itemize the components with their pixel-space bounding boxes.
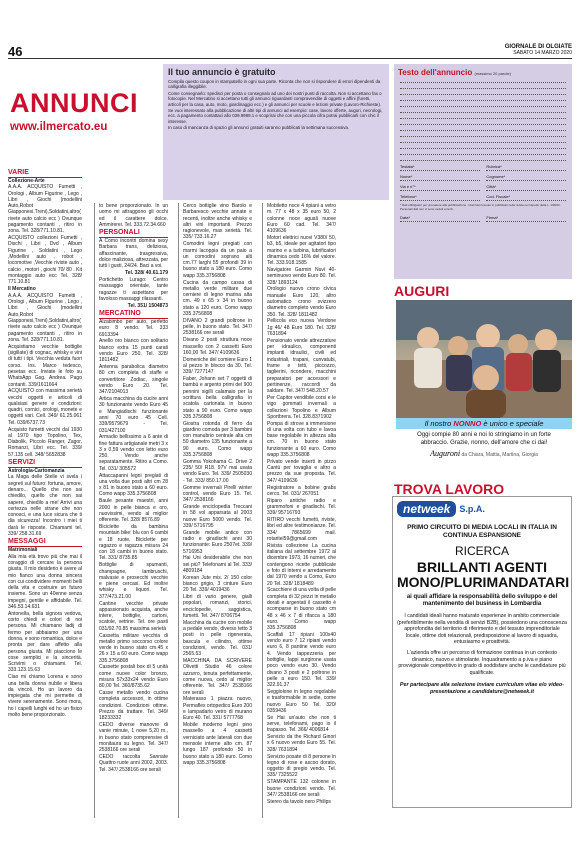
- classified-ad: Antonella, bella signora vedova, corto chiedi e colori di noi persona. Mi chiamano ladij di fermo per abbaiamo per una donna, e sono romantica, dolce e pronta per dare affetto alla persona giusta. Mi piacciono le cose semplici e la sincerità. Scrivimi o chiamami. Tel. 333.123.15.63: [8, 610, 82, 674]
- section-title: ANNUNCI: [10, 88, 138, 118]
- paper-name: GIORNALE DI OLGIATE: [504, 44, 572, 50]
- classified-ad: Il Mercatino: [8, 286, 36, 293]
- classified-ad: Giostra rotonda di ferro da giardino comoda per 3 bambini con manubrio centrale alta cm 50 diametro 135 funzionante a 90 euro. Como wapp 335.3756808: [183, 420, 252, 459]
- classified-ad: Riparo antiche radio e grammofoni e giradischi. Tel. 339/ 95716793: [267, 497, 336, 517]
- classified-ad: Baule pesante maestri, anni 2000 in pelle bianca e oro, nuovissimi, vendo al miglior offerente. Tel. 328/ 8576.89: [99, 498, 168, 524]
- field-cognome[interactable]: Cognome*: [486, 174, 566, 181]
- classified-ad: Domeniche del comiere Euro 1 al pezzo in blocco da 30. Tel. 339/ 7277147: [183, 356, 252, 376]
- classified-ad: Rivista collezione La cucina italiana dal settembre 1972 al dicembre 1973, 16 numeri, che contengono ricette pubblicate e foto di interni e arredamento dal 1970 vendo a Como, Euro 20 Tel. 328/ 1818489: [267, 542, 336, 587]
- classified-ad: Scacchiere di una volta di pelle completa di 32 pezzi in metallo dorati e argentati il cassetto è scomparse in buono stato cm 48 x 46 x 7 di rifacca a 180 euro. Como wapp 335.3756808: [267, 587, 336, 632]
- classified-ad: ACQUISTO collezioni Fumetti , Dischi , Libri , Dvd , Album Figurine , Soldatini , Lego ,Modellini auto , robot , locomotive ,Vecchie riviste auto , calcio , motori , giochi 70/ 80 . Kit montaggio auto ecc Tel. 328/ 771.10.81: [8, 235, 82, 286]
- form-row: [400, 164, 566, 171]
- job-apply[interactable]: Per partecipare alla selezione inviare curriculum vitae e/o video-presentazione a candidature@netweek.it: [399, 682, 565, 695]
- site-link[interactable]: www.ilmercato.eu: [10, 121, 108, 133]
- classified-ad: MACCHINA DA SCRIVERE Olivetti Studio 46 colore azzurro, tenuta perfettamente, come nuova, cedo al miglior offerente. Tel. 347/ 2538166 ore serali: [183, 658, 252, 696]
- classified-ad: Se Hai un'auto che non ti serve, telefonami, pago io il trapasso. Tel. 366/ 4006814: [267, 714, 336, 734]
- column-2: [94, 203, 168, 818]
- classified-ad: Portichetto Lurago: Centro massaggio orientale, tante ragazze ti aspettano per favoloso massaggi rilassanti.: [99, 276, 168, 302]
- field-rubrica[interactable]: Rubrica*: [486, 164, 566, 171]
- classified-ad: Casse metallo vendo cucina completa accessori, in ottime condizioni. Condizioni ottime. Prezzo da trattare. Tel. 349/ 18233332: [99, 690, 168, 722]
- classified-ad: Anello oro bianco con solitario bianco extra 15 punti carati vendo Euro 250. Tel. 328/ 1811482: [99, 338, 168, 364]
- classified-ad: Gomme invernali Pirelli winter control, vendo Euro 15. Tel. 347/ 2538166: [183, 484, 252, 504]
- classified-ad: Orologio nuovo crono civica manuale Euro 120, altro automatico crono svizzero diametro completo vendo Euro 350. Tel. 328/ 1811482: [267, 286, 336, 318]
- issue-date: SABATO 14 MARZO 2020: [513, 50, 572, 56]
- classified-ad: Motori elettrici nuovi V380/ 50, b3, b5, ideale per agitatori tipo marino e a turbina, lubrificatori dinamica cedo 16% del valore. Tel. 333.918.1585: [267, 234, 336, 267]
- caption-post: è unico e speciale: [483, 419, 544, 428]
- coupon-note: (massimo 20 parole): [474, 71, 511, 76]
- classified-ad: A.A.A. ACQUISTO Fumetti , Orologi , Album Figurine , Lego , Libri , Giochi (modellini Auto,Robot Giapponesi,Treni),Soldatini,altro( rivete auto calcio ecc ) Ovunque pagamento contanti , ritiro in zona. Tel. 328/771.10.81.: [8, 292, 82, 343]
- header-rule: [8, 58, 572, 59]
- classified-ad: Comodini legni pregiati con marmi lacoppia da un paio a un comodini soprano alti cm.77 larghi 55 profondi 39 in buono stato a 180 euro. Como wapp 335.3756808: [183, 241, 252, 279]
- classified-ad: Gomma Yokohama C. Drive 2 235/ 50/ R18. 97V mai usata vendo Euro. Tel. 339/ 2505030 - Tel. 333/ 850.17.00: [183, 458, 252, 484]
- classified-ad: Korean Jute mis. 2/ 150 color bianco grigio, 3 cinture Euro 20 Tel. 339/ 4019436: [183, 574, 252, 594]
- signature-names: da Chiara, Mattia, Martina, Giorgia: [461, 452, 538, 458]
- section-personali: PERSONALI: [99, 229, 168, 238]
- classified-ad: Biciclette da bambina mountain bike: blu con 6 cambi e 18 ruote. Biciclette per ragazzo e ragazza misura 24 con 18 cambi in buono stato. Tel. 331/ 8735.85: [99, 523, 168, 562]
- classified-ad: Hai Uni desiderabile che non sei più? Telefonami al Tel. 333/ 4809184: [183, 555, 252, 574]
- field-data[interactable]: Data*: [400, 215, 480, 222]
- classified-ad: Pompa di strove a immersione di una volta con tubo e lavoa base regolabile in altezza alta cm. 70 in buono stato funzionante a 60 euro. Como wapp 335.3756808: [267, 420, 336, 459]
- masthead: [505, 44, 572, 56]
- column-1: [8, 168, 82, 818]
- classified-ad: Servizio da the Richard Ginori x 6 nuovo vendo Euro 55. Tel. 328/ 7631894: [267, 734, 336, 753]
- classified-ad: Grande mobile antico con radio e giradischi anni 30 funzionante: Euro 2507et. 339/ 5716953: [183, 529, 252, 555]
- coupon-form: [394, 64, 572, 279]
- classified-ad: Pellicola eco nuova Verdone 1g 46/ 48 Euro 180. Tel. 328/ 7631894: [267, 318, 336, 337]
- field-nome[interactable]: Nome*: [400, 174, 480, 181]
- field-telefono[interactable]: Telefono*: [400, 194, 480, 201]
- column-4: [262, 203, 336, 818]
- classified-ad: A.A.A. ACQUISTO Fumetti , Orologi , Album Figurine , Lego , Libri , Giochi (modellini Auto,Robot Giapponesi,Treni),Soldatini,altro( rivete auto calcio ecc ) Ovunque pagamento contanti , ritiro in zona. Tel. 328/771.10.81.: [8, 184, 82, 235]
- classified-ad: Servizio posate di 8 persone in legno di rose e ascoo dorato, oggetto di pregio vendo. Tel. 335/ 7325522: [267, 753, 336, 779]
- free-ad-p2: Come consegnarlo: spedisci per posta o consegnalo ad uno dei nostri punti di raccolta. Non si accettano fax o fotocopie. Nel Mercatino si accettano tutti gli annunci riguardanti compravendite di oggetti e affini (furetti, articoli per la casa, auto, moto, giardinaggio ecc.) e gli annunci per scuole e lezioni private (Lavoro-Richieste).: [168, 90, 382, 107]
- classified-ad: Alla mia età trovo più che mai il coraggio di cercare la persona giusta. Il mio desiderio è avere al mio fianco una donna sincera con cui condividere momenti belli della vita e costruire un futuro insieme. Sono un 40enne senza impegni, gentile e affidabile. Tel. 346.53.14.631: [8, 553, 82, 610]
- phone-number: Tel. 328/ 40.61.179: [125, 270, 168, 277]
- classified-ad: Alzabimbo per auto, perfetto euro 8 vendo. Tel. 333 6913394: [99, 318, 168, 338]
- job-ricerca: RICERCA: [454, 544, 509, 558]
- auguri-line-1: Oggi compie 80 anni e noi lo stringiamo in un forte: [417, 432, 551, 438]
- classified-ad: Faber, Johann set 7 oggetti di bambù e argento primi del 900 pennini sigilli calamaio per la scrittura bella calligrafia in scatola cartonata in buono stato a 90 euro. Como wapp 335.3756808: [183, 376, 252, 420]
- logo-spa: S.p.A.: [459, 504, 485, 514]
- job-role: BRILLANTI AGENTI MONO/PLURIMANDATARI: [397, 559, 570, 590]
- family-photo-illustration: [396, 300, 572, 418]
- classified-ad: Seggiolone in legno regolabile e trasformabile in sedie, come nuovo Euro 50 Tel. 320/ 0359436: [267, 689, 336, 714]
- caption-pre: Il nostro: [424, 419, 452, 428]
- auguri-caption: [396, 418, 572, 429]
- classified-ad: RITIRO vecchi fumetti, riviste, libri ed altre testimonianze. Tel. 334/ 7865699 mail. rotaritel59@gmail.com: [267, 517, 336, 542]
- classified-ad: Per Capitor vendibile corsi e le vigo gommati invernali a collezioni Topolino e Album Sportbrera. Tel. 328.8371902: [267, 394, 336, 420]
- classified-ad: Acquistiamo vecchie bottiglie (sigillate) di cognac, whisky e vini di tutti i tipi. Vecchia veduta fuori corso. Ins. Marco tedesco, pesetas ecc. Inviate le foto su WhatsApp Gsg. Andrea. Pago contanti. 339/1611664: [8, 343, 82, 388]
- page-number: 46: [8, 44, 23, 59]
- classified-ad: STAMPANTE 132 colonne in buone condizioni vendo. Tel. 347/ 2538166 ore serali: [267, 779, 336, 798]
- subsection-astrologia: Astrologia-Cartomanzia: [8, 468, 65, 475]
- field-cf[interactable]: Cod. Fiscale*: [486, 194, 566, 201]
- free-ad-title: Il tuo annuncio è gratuito: [168, 67, 276, 77]
- field-testata[interactable]: Testata*: [400, 164, 480, 171]
- coupon-title-text: Testo dell'annuncio: [398, 68, 473, 77]
- section-mercatino: MERCATINO: [99, 310, 168, 319]
- caption-emphasis: NONNO: [453, 419, 482, 428]
- classified-ad: Mobile moderno legni pino massello a 4 cassetti verniciato ante laterali con due mensole interne alto cm. 87 lungo 187 profondo 50 in buono stato a 180 euro. Como wapp 335.3756808: [183, 722, 252, 766]
- classified-ad: Ciao mi chiamo Lorena e sono una bella donna nubile e libera da vincoli. Ho un lavoro da impiegata che mi permette di vivere serenamente. Sono mora, ho i capelli lunghi ed ho un fisico molto bene proporzionato.: [8, 674, 82, 719]
- classified-ad: La Maga delle Stelle vi svela i segreti sul futuro: fortuna, amore, denaro... Quello che non sai chiedilo, quello che non sai sapere, chiedilo a me! Arrivi una certezza nelle strane che non conosci, e una luce sicura che ti dia sicurezza! Incontro i miei ti darà le risposte. Chiamami tel. 339/ 258.31.69: [8, 474, 82, 538]
- section-messaggi: MESSAGGI: [8, 538, 82, 547]
- classified-ad: Mobiletto noce 4 ripiani a vetro m. 77 x 48 x 35 euro 50, 2 colonne noce aguali nuove Euro 60 cad. Tel. 347/ 4109636: [267, 203, 336, 235]
- classified-ad: Stereo da tavolo nero Philips: [267, 798, 331, 805]
- form-row: [400, 184, 566, 191]
- classified-ad: Acquisto fumetti vecchi dal 1930 al 1970 tipo Topolino, Tex, Diabolik, Piccolo Ranger, Zagor, Romanzi, Libri ecc. Tel. 339/ 57.135 cell. 348/ 5652838: [8, 426, 82, 458]
- section-varie: VARIE: [8, 169, 82, 178]
- classified-ad: to bene proporzionato. In un uomo mi attraggono gli occhi ed il carattere dolce. Ammirerei. Tel. 333.72.34.660: [99, 203, 168, 228]
- classified-ad: Navigatore Garmin Nuvi 40- seminuovo vendo Euro 80. Tel. 328/ 1893124: [267, 266, 336, 286]
- free-ad-body: [168, 79, 384, 131]
- logo-badge: netweek: [397, 501, 456, 517]
- classified-ad: Libri di vario genere, gialli popolari, romanzi, storici, enciclopedie, saggistica, fumetti. Tel. 347/ 8706754: [183, 594, 252, 619]
- classified-ad: Pensionato vende attrezzature per idraulico, componenti impianti idraulici, civili ed industriali, trapani, cunvatubi, frame e tetti, piccozzo, taglierini, ricondere, macchini preparatori per accessori e pertinenze, raccordi da saldare. Tel. 347/ 548.20.57: [267, 337, 336, 395]
- text-line[interactable]: [400, 155, 566, 161]
- classified-ad: Grande enciclopedia Treccani in 58 vol apparsata al 2003 nuove Euro 5000 vendo. Tel. 339/ 5716795: [183, 503, 252, 529]
- job-body-2: L'azienda offre un percorso di formazione continua in un contesto dinamico, nuovo e stimolante. Inquadramento a p.iva e piano provvigionale competitivo in grado di soddisfare anche le candidature più qualificate.: [398, 650, 566, 676]
- field-firma[interactable]: Firma*: [486, 215, 566, 222]
- free-ad-p1: Compila questo coupon in stampatello in ogni sua parte. Riconta che non si rispondere di errori dipendenti da calligrafia illeggibile.: [168, 79, 381, 90]
- field-citta[interactable]: Città*: [486, 184, 566, 191]
- classified-ad: Materasso 1 piazza nuovo, Permaflex ortopedico Euro 200 e lampadario vetro di murano Euro 40. Tel. 331/ 5777768: [183, 696, 252, 722]
- classified-ad: Scaffali 17 ripiani 100x40 vendo euro 7 12 ripiani vendo euro 6, 8 pantine vendo euro 4. Vendo tappezzeria per bottiglie, lappi surgirone usata poco vendo euro 30. Vendo divano 3 posti e 2 poltrone in pelle a euro 150. Tel. 339/ 322.91.37: [267, 631, 336, 689]
- classified-ad: A Como incontri domina sexy Barbara trans, deliziosa, affascinante, trasgressiva, dolce maliziosa, attrezzata, per tutti i gusti, 24/24. Baci a voi.: [99, 238, 168, 270]
- classified-ad: Cassette postali box di 5 unità come nuove color bronzo, misura 57x33x24 vendo Euro 80,00 Tel. 360/8735.62: [99, 664, 168, 690]
- classified-ad: Artica macchina da cucire anni 30 funzionante vendo Euro 45 e Mangiadischi funzionante anni 70 euro 45 Cell. 339/9579679 - Tel. 031/427100: [99, 396, 168, 434]
- auguri-signature: [398, 449, 570, 458]
- field-via[interactable]: Via e n°*: [400, 184, 480, 191]
- classified-ad: Armadio bellissimo a 6 ante di fine fattura artigianale metri 3 x 3 x 0,59 vendo con letto euro 250. Vendo anche separatamente. Ritiro a Como. Tel. 031/ 305572: [99, 434, 168, 472]
- coupon-title: [398, 68, 568, 77]
- free-ad-p3: Se vuoi interessato alla pubblicazione di altri tipi di annunci ad esempio: case, lavoro offerte, auguri, necrologi, ecc. a pagamento contattaci allo 039.9989.1 e scoprirai che con una piccola cifra potrai pubblicarli con chic il interesse.: [168, 108, 383, 124]
- subsection-collezione: Collezione-Arte: [8, 178, 45, 184]
- classified-ad: CEDO diverse manovre di vanie minuie, 1 nove 5,20 m., in buono stato comprensive di monitaura su legno. Tel. 347/ 2538166 ore serali: [99, 722, 168, 754]
- job-description: ai quali affidare la responsabilità dello sviluppo e del mantenimento del business in Lombardia: [406, 594, 558, 608]
- classified-ad: Divano 2 posti struttura noce massello con 2 cassetti Euro 160,00 Tel. 347/ 4109636: [183, 337, 252, 356]
- classified-ad: Cassetta militare vecchia di metallo primo soccorso colore verde in buono stato cm.45 x 26 x 15 a 60 euro. Como wapp 335.3756808: [99, 632, 168, 664]
- classified-ad: Privato vende inserti in pizzo Cantù per tovaglia e altro a prezzo da sue proposta. Tel. 347/ 4109636: [267, 458, 336, 484]
- free-ad-box: [163, 64, 389, 200]
- classified-ad: Macchina da cucire con mobile a pedale vendo, diverso tetto 3 posti in pelle rigenerata, bascula e cilindro, ottime condizioni, vendo. Tel. 031/ 2565.53: [183, 619, 252, 658]
- auguri-title: AUGURI: [394, 283, 450, 299]
- phone-number: Tel. 351/ 1504873: [127, 302, 168, 309]
- classified-ad: CEDO raccolta Sannate Quattro ruote anni 2002, 2003. Tel. 347/ 2538166 ore serali: [99, 754, 168, 773]
- signature-word: Auguroni: [430, 449, 461, 458]
- classified-ad: DIVANO 2 grandi poltrone in pelle, in buono stato. Tel. 347/ 2538166 ore serali: [183, 317, 252, 337]
- job-body-1: I candidati ideali hanno maturato esperienze in ambito commerciale (preferibilmente nella vendita di servizi B2B), possiedono una conoscenza approfondita del territorio di riferimento e del tessuto imprenditoriale locale, ottime doti relazionali, predisposizione al lavoro di squadra, entusiasmo e proattività.: [397, 613, 567, 646]
- auguri-message: [398, 431, 570, 447]
- subsection-matrimoniali: Matrimoniali: [8, 547, 38, 554]
- section-servizi: SERVIZI: [8, 459, 82, 468]
- classified-ad: Antenna parabolica diametro 80 cm completa di staffe e convertitore Zodiac, singole vendo Euro 20. Tel. 347/2104013: [99, 364, 168, 396]
- auguri-line-2: abbraccio. Grazie, nonno, dell'amore che ci dai!: [420, 440, 548, 446]
- classified-ad: Registratore a bobine grabs cerco. Tel. 031/ 267051: [267, 484, 336, 497]
- free-ad-p4: In caso di mancanza di spazio gli annunci gratuiti saranno pubblicati la settimana successiva.: [168, 125, 350, 131]
- trova-lavoro-title: TROVA LAVORO: [394, 481, 505, 497]
- family-photo: [396, 300, 572, 418]
- job-ad: [392, 496, 572, 808]
- classified-ad: Bottiglie di spumanti, champagne, lambruschi, malvasie e prosecchi vecchie e piene cercasi. Ed inoltre whisky e liquori. Tel. 377/473.21.00: [99, 562, 168, 600]
- classified-ad: Cerco bottiglie vino Barolo e Barbaresco vecchie annate e recenti, inoltre anche whisky e altri vini importanti. Prezzo ragionevole, max serietà. Tel. 335/ 733.16.27: [183, 203, 252, 241]
- classified-ad: ACQUISTO con massima serietà vecchi oggetti e articoli di qualsiasi genere e condizioni: quadri, cornici, orologi, monete e oggetti vari. Cell. 349/ 61.25.061 Tel. 039/6737.73: [8, 388, 82, 426]
- netweek-logo: [397, 501, 567, 517]
- classified-ad: Cantine vecchie private appassionato acquista, anche intere, bottiglie, cartoni, scatole, vetrine. Tel. ore pasti 031/92.70.85 massima serietà: [99, 600, 168, 632]
- privacy-note: * Dati obbligatori per procedere alla pubblicazione. I dati Nel ricevuto in pubblicati nella rivista nel rispetto della L. 196/03. Personali dati non ci sono ceduti ai terzi.: [400, 203, 561, 211]
- form-row: [400, 215, 566, 222]
- form-row: [400, 174, 566, 181]
- job-headline: PRIMO CIRCUITO DI MEDIA LOCALI IN ITALIA IN CONTINUA ESPANSIONE: [407, 524, 557, 539]
- column-3: [178, 203, 252, 818]
- classified-ad: Attaccapanni legni pregiati di una volta due posti altri cm 28 x 81 in buono stato a 60 euro. Como wapp 335.3756808: [99, 472, 168, 498]
- form-row: [400, 194, 566, 201]
- classified-ad: Cucina da campo cassa di metallo verde militare due cerniere di legno marina alta cm. 49 x 65 x 34 in buono stato a 120 euro. Como wapp 335.3756808: [183, 279, 252, 318]
